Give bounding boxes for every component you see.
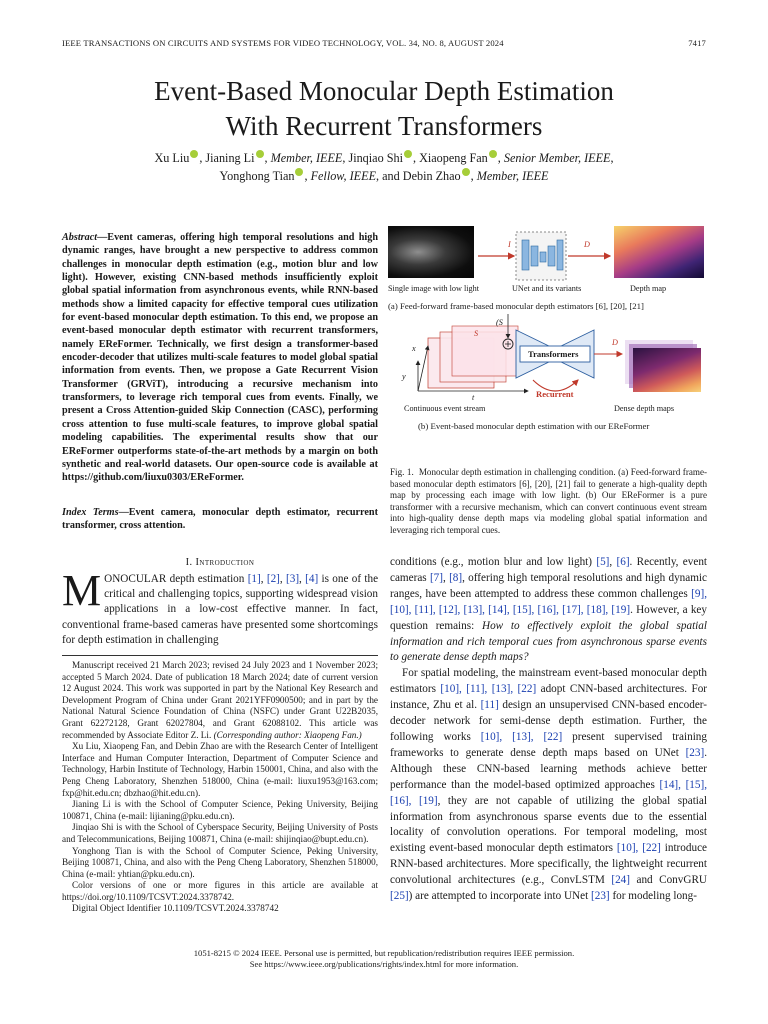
- orcid-icon[interactable]: [190, 150, 198, 158]
- label-input-image: Single image with low light: [388, 284, 479, 293]
- author-name: Debin Zhao: [402, 169, 461, 184]
- symbol-D: D: [584, 240, 590, 249]
- intro-paragraph-left: MONOCULAR depth estimation [1], [2], [3], [4] is one of the critical and challenging topics, supporting widespread vision applications in a low-cost effective manner. In fact, conventional frame-based cameras have presented some shortcomings for depth estimation in challenging: [62, 566, 379, 646]
- label-depth-map: Depth map: [630, 284, 667, 293]
- citation-link[interactable]: [8]: [449, 571, 463, 584]
- orcid-icon[interactable]: [462, 168, 470, 176]
- rights-line: See https://www.ieee.org/publications/rights/index.html for more information.: [249, 959, 519, 969]
- author-list: Xu Liu , Jianing Li , Member, IEEE, Jinqiao Shi , Xiaopeng Fan , Senior Member, IEEE, Yonghong Tian , Fellow, IEEE, and Debin Zhao , Member, IEEE: [154, 151, 614, 184]
- section-heading: [62, 557, 378, 568]
- author-role: Senior Member, IEEE: [503, 151, 611, 166]
- axis-x: x: [412, 344, 416, 353]
- figure-caption: [390, 467, 707, 537]
- symbol-Dt: D: [612, 338, 618, 347]
- symbol-St: S: [474, 329, 479, 338]
- footnote-affiliation: Jinqiao Shi is with the School of Cyberspace Security, Beijing University of Posts and Telecommunications, Beijing 100871, China (e-mail: shijinqiao@bupt.edu.cn).: [62, 822, 378, 844]
- intro-paragraph-right: [390, 555, 707, 905]
- label-recurrent: Recurrent: [536, 389, 574, 399]
- author-role: Member, IEEE: [476, 169, 549, 184]
- paragraph: For spatial modeling, the mainstream event-based monocular depth estimators [10], [11], [13], [22] adopt CNN-based architectures. For instance, Zhu et al. [11] design an unsupervised CNN-based encoder-decoder network for semi-dense depth estimation. Further, the following works [10], [13], [22] present supervised training frameworks to generate dense depth maps based on UNet [23]. Although these CNN-based learning methods achieve better performance than the model-based optimized approaches [14], [15], [16], [19], they are not capable of utilizing the global spatial information from asynchronous sparse events due to the essential locality of convolution operations. For temporal modeling, most existing event-based monocular depth estimators [10], [22] introduce RNN-based architectures. More specifically, the lightweight recurrent convolutional architectures (e.g., ConvLSTM [24] and ConvGRU [25]) are attempted to incorporate into UNet [23] for modeling long-: [390, 667, 708, 903]
- footnotes: [62, 660, 378, 915]
- index-terms: Index Terms—Event camera, monocular depth estimator, recurrent transformer, cross attention.: [62, 507, 378, 532]
- label-transformers: Transformers: [528, 349, 579, 359]
- caption-text: Monocular depth estimation in challenging condition. (a) Feed-forward frame-based monocular depth estimators [6], [20], [21] fail to generate a high-quality depth map by processing each image with low light. (b) Our EReFormer is a pure transformer with a recursive mechanism, which can convert continuous event stream into high-quality dense depth maps via modeling global spatial information and leveraging rich temporal cues.: [390, 467, 708, 535]
- caption-label: Fig. 1.: [390, 467, 414, 477]
- symbol-I: I: [508, 240, 511, 249]
- event-stream-stack: [418, 326, 528, 391]
- title-line-2: With Recurrent Transformers: [225, 111, 543, 141]
- orcid-icon[interactable]: [295, 168, 303, 176]
- intro-text: is one of the critical and challenging topics, supporting widespread vision applications in a low-cost effective manner. In fact, conventional frame-based cameras have presented some shortcomings for depth estimation in challenging: [62, 573, 379, 646]
- abstract-text: Event cameras, offering high temporal resolutions and high dynamic ranges, have brought a new perspective to address common challenges in monocular depth estimation (e.g., motion blur and low light). However, existing CNN-based methods insufficiently exploit global spatial information from asynchronous events, while RNN-based methods show a limited capacity for effective temporal cues utilization for event-based monocular depth estimation. To this end, we propose an event-based monocular depth estimator with recurrent transformers, namely EReFormer. Technically, we first design a transformer-based encoder-decoder that utilizes multi-scale features to model global spatial information from events. Then, we propose a Gate Recurrent Vision Transformer (GRViT), introducing a recursive mechanism into transformers, to leverage rich temporal cues from events. Finally, we present a Cross Attention-guided Skip Connection (CASC), performing cross attention to fuse multi-scale features, to improve global spatial modeling capabilities. The experimental results show that our EReFormer outperforms state-of-the-art methods by a margin on both synthetic and real-world datasets. Our open-source code is available at https://github.com/liuxu0303/EReFormer.: [62, 232, 378, 484]
- author-name: Jianing Li: [205, 151, 255, 166]
- author-role: Fellow, IEEE: [310, 169, 377, 184]
- author-name: Jinqiao Shi: [348, 151, 403, 166]
- label-unet: UNet and its variants: [512, 284, 582, 293]
- section-number: I.: [185, 557, 193, 568]
- citation-link[interactable]: [7]: [429, 571, 443, 584]
- citation-link[interactable]: [10], [13], [22]: [480, 730, 563, 743]
- orcid-icon[interactable]: [404, 150, 412, 158]
- author-name: Xu Liu: [154, 151, 190, 166]
- title-line-1: Event-Based Monocular Depth Estimation: [154, 76, 614, 106]
- copyright-line: 1051-8215 © 2024 IEEE. Personal use is permitted, but republication/redistribution requires IEEE permission.: [193, 948, 575, 958]
- footnote-manuscript: Manuscript received 21 March 2023; revised 24 July 2023 and 1 November 2023; accepted 5 March 2024. Date of publication 18 March 2024; date of current version 12 August 2024. This work was supported in part by the National Key Research and Development Program of China under Grant 2021YFF0900500; and in part by the National Natural Science Foundation of China (NSFC) under Grant U22B2035, Grant 62272128, Grant 62027804, and Grant 62088102. This article was recommended by Associate Editor Z. Li. (Corresponding author: Xiaopeng Fan.): [62, 660, 378, 740]
- citation-link[interactable]: [1]: [247, 573, 261, 585]
- citation-link[interactable]: [3]: [286, 573, 300, 585]
- citation-link[interactable]: [23]: [685, 746, 705, 759]
- citation-link[interactable]: [14], [15], [16], [19]: [390, 778, 708, 807]
- citation-link[interactable]: [9], [10], [11], [12], [13], [14], [15], [16], [17], [18], [19]: [390, 587, 707, 616]
- label-event-stream: Continuous event stream: [404, 404, 486, 413]
- citation-link[interactable]: [4]: [305, 573, 319, 585]
- footnote-doi: Digital Object Identifier 10.1109/TCSVT.2024.3378742: [72, 903, 279, 914]
- citation-link[interactable]: [11]: [480, 699, 499, 712]
- first-word: ONOCULAR: [104, 573, 167, 585]
- section-title: Introduction: [195, 557, 255, 568]
- label-dense-depth: Dense depth maps: [614, 404, 675, 413]
- copyright-footer: [0, 948, 768, 970]
- axis-t: t: [472, 393, 475, 402]
- citation-link[interactable]: [23]: [591, 890, 610, 903]
- subcaption-b: (b) Event-based monocular depth estimation with our EReFormer: [418, 421, 650, 431]
- paper-title: [0, 74, 768, 144]
- citation-link[interactable]: [24]: [611, 874, 630, 887]
- page-number: 7417: [688, 38, 706, 48]
- depth-map-image: [614, 226, 704, 278]
- footnote-affiliation: Jianing Li is with the School of Computer Science, Peking University, Beijing 100871, China (e-mail: lijianing@pku.edu.cn).: [62, 799, 378, 821]
- drop-cap: M: [62, 566, 102, 615]
- depth-map-frame: [633, 348, 701, 392]
- figure-1: [388, 226, 708, 458]
- key-question: How to effectively exploit the global spatial information and rich temporal cues from asynchronous sparse events to generate dense depth maps?: [390, 619, 707, 664]
- citation-link[interactable]: [2]: [266, 573, 280, 585]
- abstract: Abstract—Event cameras, offering high temporal resolutions and high dynamic ranges, have brought a new perspective to address common challenges in monocular depth estimation (e.g., motion blur and low light). However, existing CNN-based methods insufficiently exploit global spatial information from asynchronous events, while RNN-based methods show a limited capacity for effective temporal cues utilization for event-based monocular depth estimation. To this end, we propose an event-based monocular depth estimator with recurrent transformers, namely EReFormer. Technically, we first design a transformer-based encoder-decoder that utilizes multi-scale features to model global spatial information from events. Then, we propose a Gate Recurrent Vision Transformer (GRViT), introducing a recursive mechanism into transformers, to leverage rich temporal cues from events. Finally, we present a Cross Attention-guided Skip Connection (CASC), performing cross attention to fuse multi-scale features, to improve global spatial modeling capabilities. The experimental results show that our EReFormer outperforms state-of-the-art methods by a margin on both synthetic and real-world datasets. Our open-source code is available at https://github.com/liuxu0303/EReFormer.: [62, 232, 378, 484]
- citation-link[interactable]: [10], [22]: [616, 842, 661, 855]
- symbol-sequence: (S: [496, 318, 503, 327]
- orcid-icon[interactable]: [489, 150, 497, 158]
- index-terms-label: Index Terms: [62, 507, 119, 518]
- axis-y: y: [402, 372, 406, 381]
- orcid-icon[interactable]: [256, 150, 264, 158]
- citation-link[interactable]: [5]: [596, 556, 610, 568]
- author-role: Member, IEEE: [270, 151, 343, 166]
- footnote-affiliation: Yonghong Tian is with the School of Computer Science, Peking University, Beijing 100871, China, and also with the Peng Cheng Laboratory, Shenzhen 518000, China (e-mail: yhtian@pku.edu.cn).: [62, 845, 378, 879]
- footnote-divider: [62, 655, 378, 656]
- author-name: Xiaopeng Fan: [419, 151, 488, 166]
- journal-name: IEEE TRANSACTIONS ON CIRCUITS AND SYSTEMS FOR VIDEO TECHNOLOGY, VOL. 34, NO. 8, AUGUST 2024: [62, 38, 504, 48]
- footnote-color-versions: Color versions of one or more figures in this article are available at https://doi.org/10.1109/TCSVT.2024.3378742.: [62, 880, 378, 902]
- citation-link[interactable]: [10], [11], [13], [22]: [440, 683, 537, 696]
- index-terms-text: Event camera, monocular depth estimator, recurrent transformer, cross attention.: [62, 507, 378, 532]
- citation-link[interactable]: [25]: [390, 890, 409, 903]
- citation-link[interactable]: [6]: [616, 556, 630, 568]
- abstract-label: Abstract: [62, 232, 98, 243]
- intro-text: depth estimation: [169, 573, 245, 585]
- subcaption-a: (a) Feed-forward frame-based monocular depth estimators [6], [20], [21]: [388, 301, 644, 311]
- author-name: Yonghong Tian: [219, 169, 295, 184]
- paragraph: conditions (e.g., motion blur and low light) [5], [6]. Recently, event cameras [7], [8], offering high temporal resolutions and high dynamic ranges, have been attempted to address these common challenges [9], [10], [11], [12], [13], [14], [15], [16], [17], [18], [19]. However, a key question remains: How to effectively exploit the global spatial information and rich temporal cues from asynchronous sparse events to generate dense depth maps?: [390, 556, 708, 664]
- footnote-affiliation: Xu Liu, Xiaopeng Fan, and Debin Zhao are with the Research Center of Intelligent Interface and Human Computer Interaction, Department of Computer Science and Technology, Harbin Institute of Technology, Harbin 150001, China, and also with the Peng Cheng Laboratory, Shenzhen 518000, China (e-mail: liuxu1953@163.com; fxp@hit.edu.cn; dbzhao@hit.edu.cn).: [62, 741, 378, 798]
